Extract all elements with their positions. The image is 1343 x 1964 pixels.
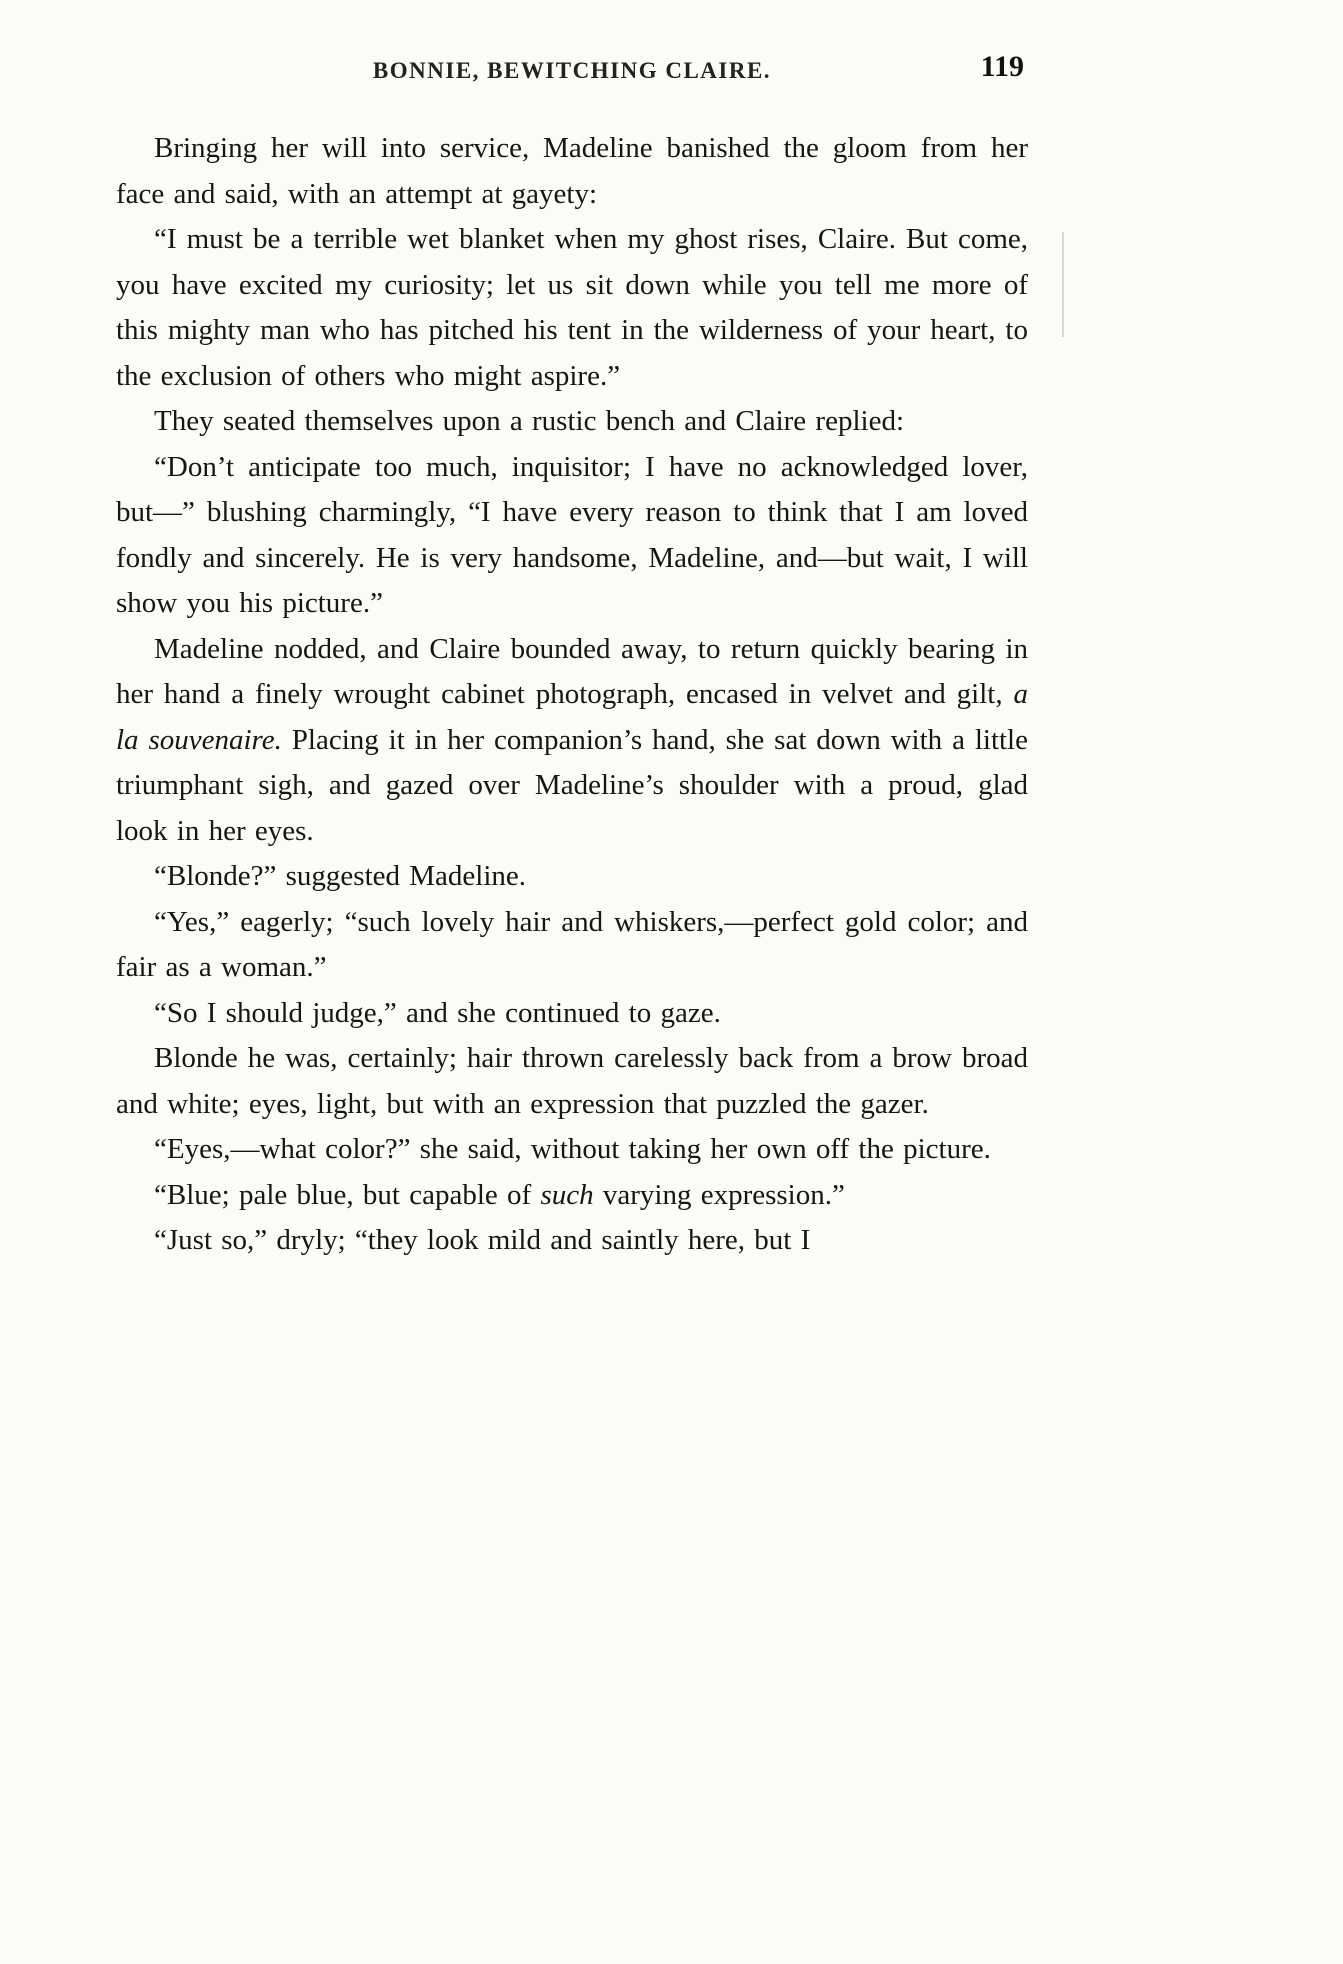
running-head-title: BONNIE, BEWITCHING CLAIRE.	[372, 58, 772, 83]
paragraph	[116, 399, 1028, 445]
text-segment: “Just so,” dryly; “they look mild and saintly here, but I	[154, 1224, 811, 1256]
italic-text-segment: such	[540, 1178, 594, 1211]
paragraph	[116, 854, 1028, 900]
paragraph	[116, 217, 1028, 399]
text-segment: varying expression.”	[593, 1178, 845, 1211]
text-segment: Madeline nodded, and Claire bounded away, to return quickly bearing in her hand a finely wrought cabinet photograph, encased in velvet and gilt,	[116, 632, 1028, 710]
paragraph	[116, 1173, 1028, 1219]
paragraph	[116, 1036, 1028, 1127]
text-segment: “So I should judge,” and she continued to gaze.	[154, 996, 721, 1029]
paragraph	[116, 126, 1028, 217]
text-segment: “Yes,” eagerly; “such lovely hair and whiskers,—perfect gold color; and fair as a woman.”	[116, 905, 1028, 983]
italic-text-segment: a la souvenaire.	[116, 678, 1028, 756]
text-segment: “Blonde?” suggested Madeline.	[154, 860, 527, 892]
page-number: 119	[980, 50, 1024, 83]
paragraph	[116, 445, 1028, 627]
paragraph	[116, 1218, 1028, 1264]
text-segment: Bringing her will into service, Madeline banished the gloom from her face and said, with an attempt at gayety:	[116, 132, 1028, 210]
paragraph	[116, 1127, 1028, 1173]
paragraph	[116, 991, 1028, 1037]
scan-artifact-line	[1062, 232, 1064, 337]
running-head	[116, 50, 1028, 98]
text-block	[116, 126, 1028, 1264]
text-segment: “Eyes,—what color?” she said, without taking her own off the picture.	[154, 1133, 991, 1165]
text-segment: They seated themselves upon a rustic bench and Claire replied:	[154, 405, 904, 437]
text-segment: “Don’t anticipate too much, inquisitor; I have no acknowledged lover, but—” blushing charmingly, “I have every reason to think that I am loved fondly and sincerely. He is very handsome, Madeline, and—but wait, I will show you his picture.”	[116, 450, 1028, 619]
paragraph	[116, 900, 1028, 991]
page-content	[116, 50, 1028, 1264]
paragraph	[116, 627, 1028, 855]
text-segment: “I must be a terrible wet blanket when my ghost rises, Claire. But come, you have excited my curiosity; let us sit down while you tell me more of this mighty man who has pitched his tent in the wilderness of your heart, to the exclusion of others who might aspire.”	[116, 223, 1028, 392]
text-segment: Blonde he was, certainly; hair thrown carelessly back from a brow broad and white; eyes, light, but with an expression that puzzled the gazer.	[116, 1042, 1028, 1120]
text-segment: “Blue; pale blue, but capable of	[154, 1178, 541, 1211]
text-segment: Placing it in her companion’s hand, she sat down with a little triumphant sigh, and gazed over Madeline’s shoulder with a proud, glad look in her eyes.	[116, 723, 1028, 847]
